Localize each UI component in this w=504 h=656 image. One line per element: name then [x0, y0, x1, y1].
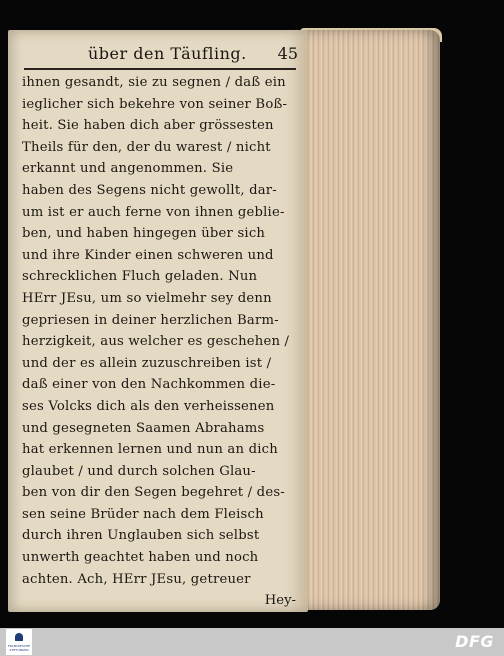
- text-line: schrecklichen Fluch geladen. Nun: [22, 269, 258, 285]
- text-line: und der es allein zuzuschreiben ist /: [22, 355, 272, 371]
- catchword: Hey-: [264, 593, 296, 609]
- text-line: um ist er auch ferne von ihnen geblie-: [22, 204, 285, 220]
- text-line: hat erkennen lernen und nun an dich: [22, 442, 278, 458]
- text-line: daß einer von den Nachkommen die-: [22, 377, 276, 393]
- text-line: und gesegneten Saamen Abrahams: [22, 420, 265, 436]
- running-head: über den Täufling.: [88, 44, 247, 63]
- library-logo[interactable]: [6, 629, 32, 655]
- text-line: und ihre Kinder einen schweren und: [22, 247, 274, 263]
- text-line: herzigkeit, aus welcher es geschehen /: [22, 334, 290, 350]
- text-line: heit. Sie haben dich aber grössesten: [22, 118, 274, 134]
- library-logo-text: FRANCKESCHE STIFTUNGEN: [7, 644, 31, 652]
- text-line: erkannt und angenommen. Sie: [22, 161, 234, 177]
- text-line: HErr JEsu, um so vielmehr sey denn: [22, 290, 272, 306]
- text-line: glaubet / und durch solchen Glau-: [22, 463, 256, 479]
- text-line: haben des Segens nicht gewollt, dar-: [22, 182, 277, 198]
- text-line: Theils für den, der du warest / nicht: [22, 139, 271, 155]
- text-block: [22, 72, 300, 612]
- text-line: sen seine Brüder nach dem Fleisch: [22, 506, 264, 522]
- text-line: ieglicher sich bekehre von seiner Boß-: [22, 96, 288, 112]
- text-line: achten. Ach, HErr JEsu, getreuer: [22, 571, 251, 587]
- viewer-footer: [0, 628, 504, 656]
- dfg-logo[interactable]: DFG: [455, 632, 494, 651]
- text-line: ben von dir den Segen begehret / des-: [22, 485, 285, 501]
- text-line: ihnen gesandt, sie zu segnen / daß ein: [22, 75, 286, 90]
- book-fore-edge: [300, 30, 440, 610]
- library-crest-icon: [15, 633, 23, 641]
- header-rule: [24, 68, 296, 70]
- text-line: unwerth geachtet haben und noch: [22, 550, 259, 566]
- text-line: ses Volcks dich als den verheissenen: [22, 398, 275, 414]
- page-number: 45: [277, 44, 298, 63]
- text-line: ben, und haben hingegen über sich: [22, 226, 266, 242]
- text-line: durch ihren Unglauben sich selbst: [22, 528, 260, 544]
- text-line: gepriesen in deiner herzlichen Barm-: [22, 312, 279, 328]
- book-page: [8, 30, 308, 612]
